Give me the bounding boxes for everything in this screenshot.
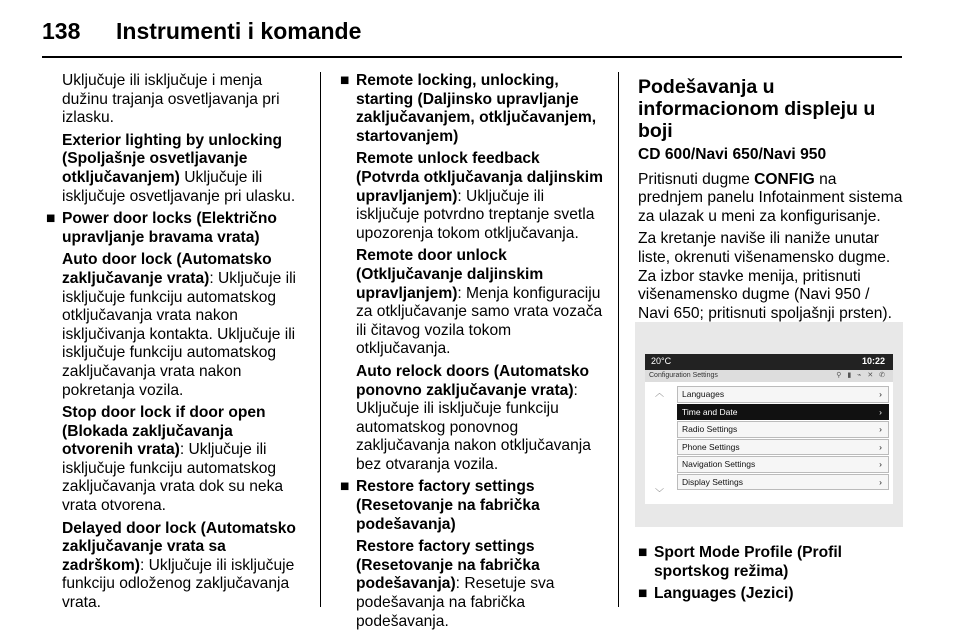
paragraph: Remote unlock feedback (Potvrda otključavanja daljinskim upravljanjem): Uključuje ili isključuje potvrdno treptanje svetla upozorenja tokom otključavanja. xyxy=(356,150,603,242)
bullet-icon: ■ xyxy=(638,544,648,561)
scroll-up-icon: ︿ xyxy=(655,388,665,398)
bullet-item: ■ Sport Mode Profile (Profil sportskog režima) xyxy=(638,544,842,580)
settings-list-item xyxy=(677,421,889,438)
settings-list-item-label: Time and Date xyxy=(682,406,738,417)
page-title: Instrumenti i komande xyxy=(116,18,362,44)
paragraph: Restore factory settings (Resetovanje na fabrička podešavanja): Resetuje sva podešavanja na fabrička podešavanja. xyxy=(356,538,555,630)
chevron-right-icon: › xyxy=(879,406,882,417)
paragraph: Delayed door lock (Automatsko zaključavanje vrata sa zadrškom): Uključuje ili isključuje funkciju odloženog zaključavanja vrata. xyxy=(62,519,296,612)
infotainment-screenshot xyxy=(635,322,903,527)
screen-status-bar xyxy=(645,354,893,370)
settings-list-item xyxy=(677,404,889,421)
column-3-bullets xyxy=(638,544,904,604)
screen-subtitle-bar: Configuration Settings ⚲ ▮ ⌁ ✕ ✆ xyxy=(645,370,893,382)
bullet-icon: ■ xyxy=(46,210,56,228)
column-3 xyxy=(638,76,904,327)
paragraph: Stop door lock if door open (Blokada zaključavanja otvorenih vrata): Uključuje ili isključuje funkciju automatskog zaključavanja vrata dok su neka vrata otvorena. xyxy=(62,404,284,515)
bullet-icon: ■ xyxy=(638,585,648,603)
bullet-item: ■ Remote locking, unlocking, starting (Daljinsko upravljanje zaključavanjem, otključavanjem, startovanjem) xyxy=(340,72,597,145)
chevron-right-icon: › xyxy=(879,476,882,487)
section-subheading: CD 600/Navi 650/Navi 950 xyxy=(638,146,827,163)
status-icons: ⚲ ▮ ⌁ ✕ ✆ xyxy=(836,372,887,379)
settings-list-item xyxy=(677,456,889,473)
settings-list-item-label: Phone Settings xyxy=(682,441,740,452)
page-number: 138 xyxy=(42,18,81,44)
settings-list-item-label: Navigation Settings xyxy=(682,459,756,469)
paragraph: Uključuje ili isključuje i menja dužinu trajanja osvetljavanja pri izlasku. xyxy=(62,72,280,127)
settings-list-item xyxy=(677,474,889,491)
chevron-right-icon: › xyxy=(879,459,882,469)
paragraph: Exterior lighting by unlocking (Spoljašnje osvetljavanje otključavanjem) Uključuje ili isključuje osvetljavanje pri ulasku. xyxy=(62,131,296,205)
temperature: 20°C xyxy=(651,356,672,366)
paragraph: Za kretanje naviše ili naniže unutar liste, okrenuti višenamensko dugme. Za izbor stavke menija, pritisnuti višenamensko dugme (Navi 950 / Navi 650; pritisnuti spoljašnji prsten). xyxy=(638,230,892,322)
column-2 xyxy=(340,72,604,635)
header-rule xyxy=(42,56,902,58)
chevron-right-icon: › xyxy=(879,424,882,434)
column-divider-2 xyxy=(618,72,619,607)
chevron-right-icon: › xyxy=(879,389,882,399)
column-divider-1 xyxy=(320,72,321,607)
chevron-right-icon: › xyxy=(879,441,882,452)
section-heading: Podešavanja u informacionom displeju u boji xyxy=(638,76,876,142)
paragraph: Auto door lock (Automatsko zaključavanje vrata): Uključuje ili isključuje funkciju automatskog otključavanja vrata nakon isključivanja kontakta. Uključuje ili isključuje funkciju automatskog zaključavanja vrata nakon pokretanja vozila. xyxy=(62,251,297,399)
scroll-down-icon: ﹀ xyxy=(655,488,665,498)
settings-list-item-label: Languages xyxy=(682,389,725,399)
paragraph: Remote door unlock (Otključavanje daljinskim upravljanjem): Menja konfiguraciju za otključavanje samo vrata vozača ili čitavog vozila tokom otključavanja. xyxy=(356,247,603,358)
settings-list-item-label: Display Settings xyxy=(682,476,743,487)
settings-list xyxy=(677,386,889,491)
screen-display xyxy=(645,354,893,504)
bullet-item: ■ Restore factory settings (Resetovanje na fabrička podešavanja) xyxy=(340,478,540,533)
settings-list-item xyxy=(677,386,889,403)
settings-list-item xyxy=(677,439,889,456)
paragraph: Auto relock doors (Automatsko ponovno zaključavanje vrata): Uključuje ili isključuje funkciju automatskog ponovnog zaključavanja nakon otključavanja bez otvaranja vozila. xyxy=(356,362,591,473)
bullet-icon: ■ xyxy=(340,72,350,89)
bullet-item: ■ Languages (Jezici) xyxy=(638,585,794,603)
paragraph: Pritisnuti dugme CONFIG na prednjem panelu Infotainment sistema za ulazak u meni za konfigurisanje. xyxy=(638,170,903,225)
settings-list-item-label: Radio Settings xyxy=(682,424,738,434)
page-header xyxy=(0,0,960,62)
bullet-icon: ■ xyxy=(340,478,350,496)
column-1 xyxy=(46,72,306,617)
clock: 10:22 xyxy=(861,356,885,366)
bullet-item: ■ Power door locks (Električno upravljanje bravama vrata) xyxy=(46,210,277,246)
